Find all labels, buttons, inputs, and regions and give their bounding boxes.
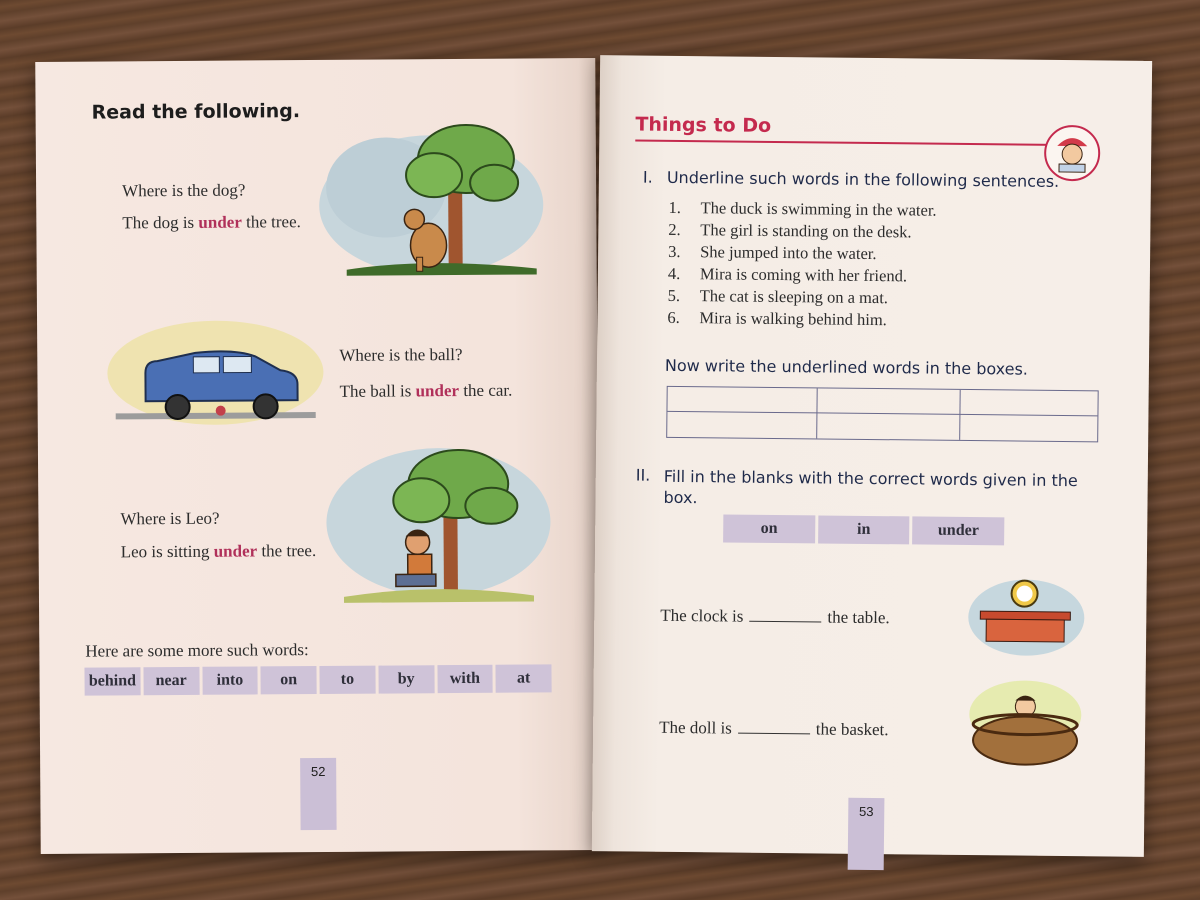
ball-figure <box>216 406 226 416</box>
word-choice: under <box>912 516 1004 545</box>
word-choice: in <box>818 515 910 544</box>
word-cell: to <box>319 666 375 694</box>
word-cell: at <box>496 664 552 692</box>
car-with-ball-illustration <box>105 312 326 429</box>
answer-box[interactable] <box>960 390 1097 416</box>
blank-input[interactable] <box>738 733 810 735</box>
word-cell: behind <box>84 667 140 695</box>
sentence-text: The duck is swimming in the water. <box>700 198 937 220</box>
example2-answer <box>339 381 512 402</box>
example3-answer-pre: Leo is sitting <box>120 541 214 562</box>
sentence-number: 4. <box>667 263 681 283</box>
sentence-number: 1. <box>668 197 682 217</box>
example1-answer-pre: The dog is <box>122 212 199 233</box>
fill-blank-2 <box>659 718 889 740</box>
section2-number: II. <box>635 465 651 485</box>
read-title: Read the following. <box>91 100 301 124</box>
sentence-number: 5. <box>667 285 681 305</box>
sentence-text: The cat is sleeping on a mat. <box>699 286 889 308</box>
blank-input[interactable] <box>749 621 821 623</box>
word-cell: into <box>202 666 258 694</box>
word-choice: on <box>723 514 815 543</box>
word-cell: on <box>261 666 317 694</box>
section2-title: Fill in the blanks with the correct words given in the box. <box>663 466 1078 508</box>
section1-number: I. <box>642 167 653 187</box>
things-to-do-heading: Things to Do <box>635 113 772 137</box>
sentence-text: Mira is coming with her friend. <box>699 264 908 286</box>
list-item <box>667 308 935 333</box>
word-cell: with <box>437 665 493 693</box>
list-item <box>668 264 936 289</box>
heading-underline <box>635 140 1065 147</box>
answer-box[interactable] <box>667 412 817 439</box>
sentence-text: She jumped into the water. <box>700 242 877 264</box>
word-cell: near <box>143 667 199 695</box>
more-words-strip <box>84 664 554 695</box>
sentence-number: 6. <box>667 307 680 327</box>
example3-question: Where is Leo? <box>120 508 220 529</box>
dog-under-tree-illustration <box>316 116 547 283</box>
left-page <box>35 58 601 854</box>
example3-answer <box>121 541 317 562</box>
example2-keyword: under <box>415 381 460 401</box>
fill-blank-1 <box>660 606 890 628</box>
boxes-instruction: Now write the underlined words in the boxes. <box>664 355 1029 379</box>
example1-answer-post: the tree. <box>241 212 301 232</box>
clock-on-table-illustration <box>966 567 1087 658</box>
answer-box[interactable] <box>960 415 1097 441</box>
leo-under-tree-illustration <box>323 433 554 605</box>
sentence-text: Mira is walking behind him. <box>699 308 887 330</box>
answer-box[interactable] <box>667 387 817 414</box>
example3-keyword: under <box>213 541 258 561</box>
blank2-pre: The doll is <box>659 717 732 738</box>
sentence-list <box>667 198 936 333</box>
answer-box[interactable] <box>817 388 960 414</box>
more-words-label: Here are some more such words: <box>85 640 309 661</box>
example3-answer-post: the tree. <box>257 541 317 561</box>
example1-answer <box>122 212 301 233</box>
list-item <box>668 242 936 267</box>
sentence-number: 2. <box>668 219 681 239</box>
page-number-right: 53 <box>848 798 885 870</box>
sentence-number: 3. <box>668 241 681 261</box>
section1-title: Underline such words in the following sentences. <box>666 167 1060 191</box>
blank1-pre: The clock is <box>660 605 744 626</box>
example1-question: Where is the dog? <box>122 180 246 201</box>
word-cell: by <box>378 665 434 693</box>
right-page <box>592 55 1152 857</box>
word-choice-box <box>723 514 1007 545</box>
list-item <box>668 198 936 223</box>
example2-answer-post: the car. <box>458 380 513 401</box>
page-number-left: 52 <box>300 758 337 830</box>
list-item <box>668 286 936 311</box>
doll-in-basket-illustration <box>965 674 1086 770</box>
list-item <box>668 220 936 245</box>
blank1-post: the table. <box>827 607 890 628</box>
answer-boxes-grid <box>666 386 1099 443</box>
example2-answer-pre: The ball is <box>339 381 416 401</box>
sentence-text: The girl is standing on the desk. <box>700 220 912 242</box>
example1-keyword: under <box>198 212 242 232</box>
blank2-post: the basket. <box>815 719 889 740</box>
example2-question: Where is the ball? <box>339 344 463 365</box>
answer-box[interactable] <box>817 413 960 439</box>
